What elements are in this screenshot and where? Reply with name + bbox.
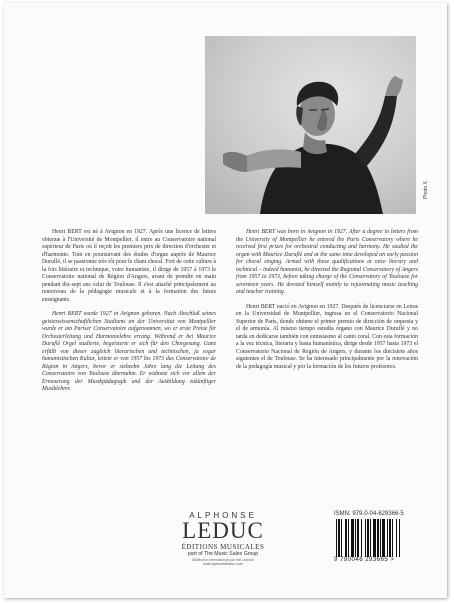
biography-french: Henri BERT est né à Avignon en 1927. Après une licence de lettres obtenue à l'Université de Montpellier, il entre au Conservatoire national supérieur de Paris où il reçoit les premiers prix de direction d'orchestre et d'harmonie. Tout en poursuivant des études d'orgue auprès de Maurice Duruflé, il se passionne très tôt pour le chant choral. Fort de cette culture à la fois littéraire et technique, voire humaniste, il dirige de 1957 à 1973 le Conservatoire national de Région d'Angers, avant de prendre en main pendant dix-sept ans celui de Toulouse. Il s'est attaché principalement au renouveau de la pédagogie musicale et à la formation des futurs enseignants. bbox=[42, 229, 216, 303]
publisher-website: www.alphonseleduc.com bbox=[203, 562, 243, 566]
back-cover-page bbox=[4, 3, 447, 598]
biography-right-column bbox=[236, 229, 418, 378]
biography-left-column bbox=[42, 229, 216, 401]
biography-english: Henri BERT was born in Avignon in 1927. After a degree in letters from the University of Montpellier he entered the Paris Conservatory where he received first prizes for orchestral conducting and harmony. He studied the organ with Maurice Duruflé and at the same time developed an early passion for choral singing. Armed with these qualifications at once literary and technical – indeed humanist, he directed the Regional Conservatory of Angers from 1957 to 1973, before taking charge of the Conservatory of Toulouse for seventeen years. He devoted himself mainly to rejuvenating music teaching and teacher training. bbox=[236, 229, 418, 295]
publisher-line-leduc: LEDUC bbox=[182, 518, 264, 543]
photo-credit: Photo X. bbox=[423, 179, 429, 199]
conductor-photo bbox=[205, 36, 416, 214]
barcode-digits: 9 790046 293665 > bbox=[334, 557, 395, 563]
isbn-block bbox=[334, 511, 426, 563]
publisher-distribution: Distribution Internationale par Hal Leonard bbox=[192, 558, 254, 562]
biography-german: Henri BERT wurde 1927 in Avignon geboren. Nach Abschluß seines geisteswissenschaftlichen Studiums an der Universitat von Montpellier wurde er am Pariser Conservatoire aufgenommen, wo er erste Preise für Orchesterleitung und Harmonielehre errang. Während er bei Maurice Duruflé Orgel studierte, begeisterte er sich für den Chorgesang. Ganz erfüllt von dieser zugleich literarischen und technischen, ja sogar humanistischen Kultur, leitete er von 1957 bis 1973 das Conservatoire de Région in Angers, bevor er siebzehn Jahre lang die Leitung des Conservatoire von Toulouse übernahm. Er widmete sich vor allem der Erneuerung der Musikpädagogik und der Ausbildung zukünftiger Musiklehrer. bbox=[42, 311, 216, 392]
isbn-text: ISMN: 979-0-04-629366-5 bbox=[334, 511, 404, 517]
publisher-logo bbox=[164, 511, 282, 566]
publisher-group: part of The Music Sales Group bbox=[187, 551, 259, 557]
biography-spanish: Henri BERT nació en Avignon en 1927. Después de licenciarse en Letras en la Universidad de Montpellier, ingresa en el Conservatorio Nacional Superior de París, donde obtiene el primer premio de dirección de orquesta y el de armonía. Al mismo tiempo estudia órgano con Maurice Duruflé y no tarda en dedicarse también con entusiasmo al canto coral. Con esta formación a la vez técnica, literaria y hasta humanística, dirige desde 1957 hasta 1973 el Conservatorio Nacional de Región de Angers, y durante los diecisiete años siguientes el de Toulouse. Se ha interesado principalmente por la renovación de la pedagogía musical y por la formación de los futuros profesores. bbox=[236, 303, 418, 370]
barcode bbox=[334, 519, 422, 557]
publisher-line-editions: ÉDITIONS MUSICALES bbox=[181, 543, 265, 551]
publisher-line-alphonse: ALPHONSE bbox=[189, 511, 257, 520]
